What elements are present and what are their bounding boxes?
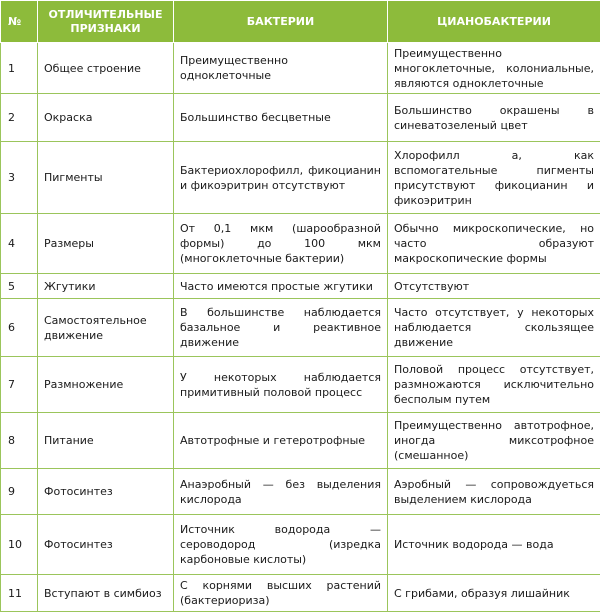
row-cyanobacteria: Отсутствуют [388,274,600,299]
row-number: 10 [1,515,38,575]
row-feature: Вступают в симбиоз [38,575,174,612]
row-number: 1 [1,43,38,94]
header-cyanobacteria: ЦИАНОБАКТЕРИИ [388,1,600,43]
row-feature: Фотосинтез [38,469,174,515]
row-number: 2 [1,94,38,142]
row-bacteria: От 0,1 мкм (шарообразной формы) до 100 мкм (многоклеточные бактерии) [174,214,388,274]
row-bacteria: В большинстве наблюдается базальное и реактивное движение [174,299,388,357]
row-bacteria: Преимущественно одноклеточные [174,43,388,94]
row-feature: Общее строение [38,43,174,94]
table-row [1,94,600,142]
row-cyanobacteria: Хлорофилл а, как вспомогательные пигменты присутствуют фикоцианин и фикоэритрин [388,142,600,214]
row-number: 8 [1,413,38,469]
header-feature: ОТЛИЧИТЕЛЬНЫЕ ПРИЗНАКИ [38,1,174,43]
row-feature: Окраска [38,94,174,142]
row-bacteria: Большинство бесцветные [174,94,388,142]
row-bacteria: У некоторых наблюдается примитивный половой процесс [174,357,388,413]
table-row [1,299,600,357]
row-number: 5 [1,274,38,299]
row-bacteria: Анаэробный — без выделения кислорода [174,469,388,515]
table-row [1,469,600,515]
row-cyanobacteria: Преимущественно автотрофное, иногда миксотрофное (смешанное) [388,413,600,469]
row-number: 11 [1,575,38,612]
header-number: № [1,1,38,43]
row-cyanobacteria: С грибами, образуя лишайник [388,575,600,612]
row-feature: Размножение [38,357,174,413]
row-bacteria: С корнями высших растений (бактериориза) [174,575,388,612]
row-cyanobacteria: Аэробный — сопровождуеться выделением кислорода [388,469,600,515]
row-feature: Пигменты [38,142,174,214]
row-number: 7 [1,357,38,413]
table-row [1,575,600,612]
row-bacteria: Источник водорода — сероводород (изредка карбоновые кислоты) [174,515,388,575]
row-cyanobacteria: Преимущественно многоклеточные, колониальные, являются одноклеточные [388,43,600,94]
row-feature: Питание [38,413,174,469]
row-number: 6 [1,299,38,357]
row-cyanobacteria: Часто отсутствует, у некоторых наблюдается скользящее движение [388,299,600,357]
row-cyanobacteria: Источник водорода — вода [388,515,600,575]
table-row [1,357,600,413]
table-row [1,43,600,94]
table-row [1,214,600,274]
row-feature: Размеры [38,214,174,274]
row-bacteria: Автотрофные и гетеротрофные [174,413,388,469]
row-bacteria: Бактериохлорофилл, фикоцианин и фикоэритрин отсутствуют [174,142,388,214]
row-bacteria: Часто имеются простые жгутики [174,274,388,299]
row-cyanobacteria: Большинство окрашены в синеватозеленый цвет [388,94,600,142]
table-row [1,515,600,575]
table-row [1,413,600,469]
table-row [1,142,600,214]
row-feature: Фотосинтез [38,515,174,575]
row-number: 4 [1,214,38,274]
row-cyanobacteria: Обычно микроскопические, но часто образуют макроскопические формы [388,214,600,274]
row-feature: Жгутики [38,274,174,299]
row-cyanobacteria: Половой процесс отсутствует, размножаются исключительно бесполым путем [388,357,600,413]
table-row [1,274,600,299]
row-feature: Самостоятельное движение [38,299,174,357]
table-header-row [1,1,600,43]
row-number: 9 [1,469,38,515]
row-number: 3 [1,142,38,214]
header-bacteria: БАКТЕРИИ [174,1,388,43]
